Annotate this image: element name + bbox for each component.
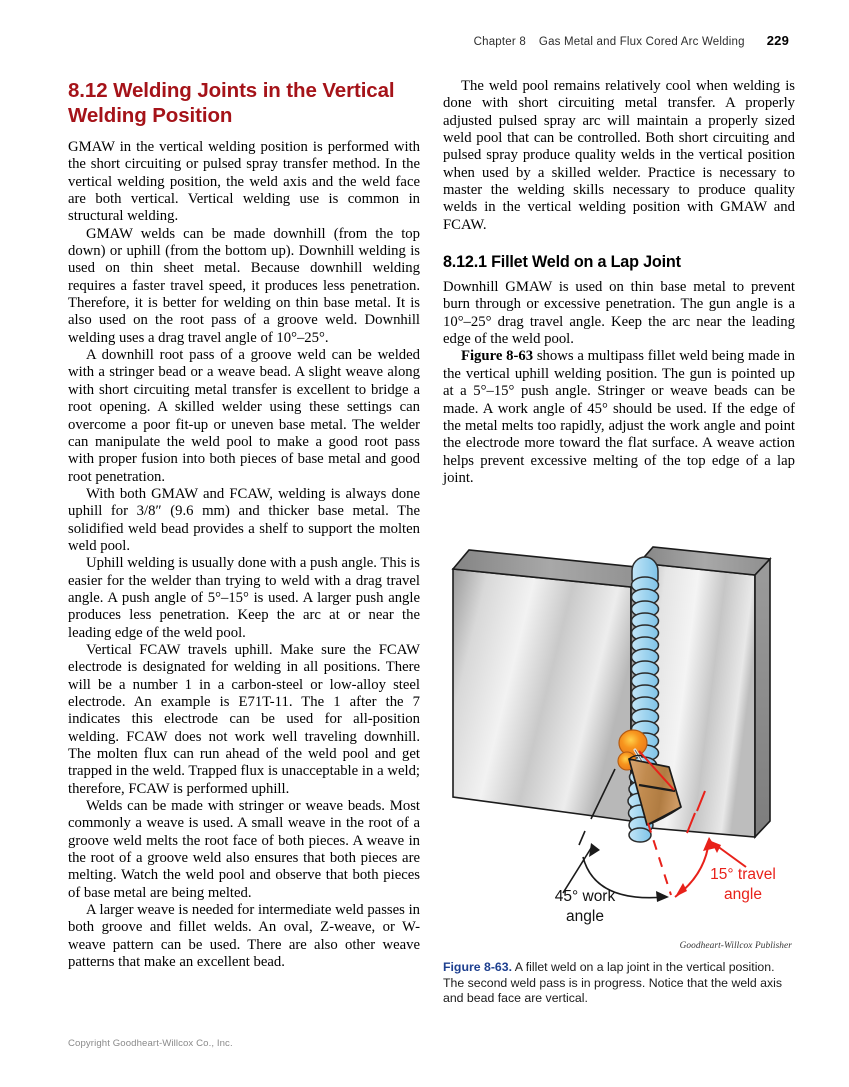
paragraph: GMAW in the vertical welding position is performed with the short circuiting or pulsed spray transfer method. In the vertical welding position, the weld axis and the weld face are both vertical. Vertical welding use is common in structural welding. — [68, 139, 420, 225]
lap-joint-front-plate — [453, 550, 647, 821]
paragraph: Uphill welding is usually done with a push angle. This is easier for the welder than trying to weld with a drag travel angle. A push angle of 5°–15° is used. A larger push angle produces less penetration. Keep the arc at or near the leading edge of the weld pool. — [68, 555, 420, 641]
running-head-chapter: Chapter 8 — [473, 36, 526, 48]
paragraph: The weld pool remains relatively cool when welding is done with short circuiting metal transfer. A properly adjusted pulsed spray arc will maintain a properly sized weld pool that can be controlled. Both short circuiting and pulsed spray produce quality welds in the vertical position when used by a skilled welder. Practice is necessary to master the welding skills necessary to produce quality welds in the vertical welding position with GMAW and FCAW. — [443, 78, 795, 233]
paragraph: Downhill GMAW is used on thin base metal to prevent burn through or excessive penetration. The gun angle is a 10°–25° drag travel angle. Keep the arc near the leading edge of the weld pool. — [443, 279, 795, 348]
travel-angle-label-line2: angle — [724, 886, 762, 903]
paragraph: A larger weave is needed for intermediate weld passes in both groove and fillet welds. An oval, Z-weave, or W-weave pattern can be used. There are also other weave patterns that make an excellent bead. — [68, 902, 420, 971]
figure-caption — [443, 960, 795, 1007]
copyright-footer: Copyright Goodheart-Willcox Co., Inc. — [68, 1038, 233, 1049]
running-head-title: Gas Metal and Flux Cored Arc Welding — [538, 36, 745, 48]
running-head — [474, 33, 789, 48]
paragraph: GMAW welds can be made downhill (from the top down) or uphill (from the bottom up). Downhill welding is used on thin sheet metal. Because downhill welding requires a faster travel speed, it produces less penetration. Therefore, it is better for welding on thin base metal. It is also used on the root pass of a groove weld. Downhill welding uses a drag travel angle of 10°–25°. — [68, 225, 420, 346]
figure-caption-number: Figure 8-63. — [443, 960, 513, 974]
figure-8-63 — [443, 545, 795, 1007]
subsection-title: 8.12.1 Fillet Weld on a Lap Joint — [443, 253, 681, 272]
figure-caption-text: A fillet weld on a lap joint in the vertical position. The second weld pass is in progress. Notice that the weld axis and bead face are vertical. — [443, 960, 783, 1006]
right-column — [443, 78, 795, 487]
paragraph: A downhill root pass of a groove weld can be welded with a stringer bead or a weave bead. A slight weave along with short circuiting metal transfer is excellent to bridge a root opening. A skilled welder using these settings can overcome a poor fit-up or uneven base metal. The welder can manipulate the weld pool to make a good root pass with proper fusion into both pieces of base metal and good root penetration. — [68, 347, 420, 485]
figure-credit: Goodheart-Willcox Publisher — [679, 941, 792, 951]
figure-reference: Figure 8-63 — [461, 348, 534, 365]
page-title: 8.12 Welding Joints in the Vertical Welding Position — [68, 79, 395, 127]
travel-angle-label-line1: 15° travel — [710, 866, 776, 883]
work-angle-label-line2: angle — [566, 908, 604, 925]
paragraph: Welds can be made with stringer or weave beads. Most commonly a weave is used. A small weave in the root of a groove weld melts the root face of both pieces. A weave in the root of a groove weld also ensures that both pieces are melting. Watch the weld pool and observe that both pieces of base metal are being melted. — [68, 798, 420, 901]
paragraph-with-figure-reference — [443, 348, 795, 487]
paragraph: With both GMAW and FCAW, welding is always done uphill for 3/8″ (9.6 mm) and thicker base metal. The solidified weld bead provides a shelf to support the molten weld pool. — [68, 485, 420, 554]
paragraph-text: shows a multipass fillet weld being made in the vertical uphill welding position. The gun is pointed up at a 5°–15° push angle. Stringer or weave beads can be made. A work angle of 45° should be used. If the edge of the metal melts too rapidly, adjust the work angle and point the electrode more toward the flat surface. A weave action helps prevent excessive melting of the top edge of a lap joint. — [443, 348, 795, 486]
page-number: 229 — [766, 33, 789, 48]
left-column — [68, 78, 420, 972]
paragraph: Vertical FCAW travels uphill. Make sure the FCAW electrode is designated for welding in all positions. There will be a number 1 in a carbon-steel or low-alloy steel electrode. An example is E71T-11. The 1 after the 7 indicates this electrode can be used for all-position welding. FCAW does not work well traveling downhill. The molten flux can run ahead of the weld pool and get trapped in the weld. Trapped flux is unacceptable in a weld; therefore, FCAW is performed uphill. — [68, 641, 420, 797]
figure-illustration — [443, 545, 795, 945]
work-angle-label-line1: 45° work — [554, 888, 616, 905]
